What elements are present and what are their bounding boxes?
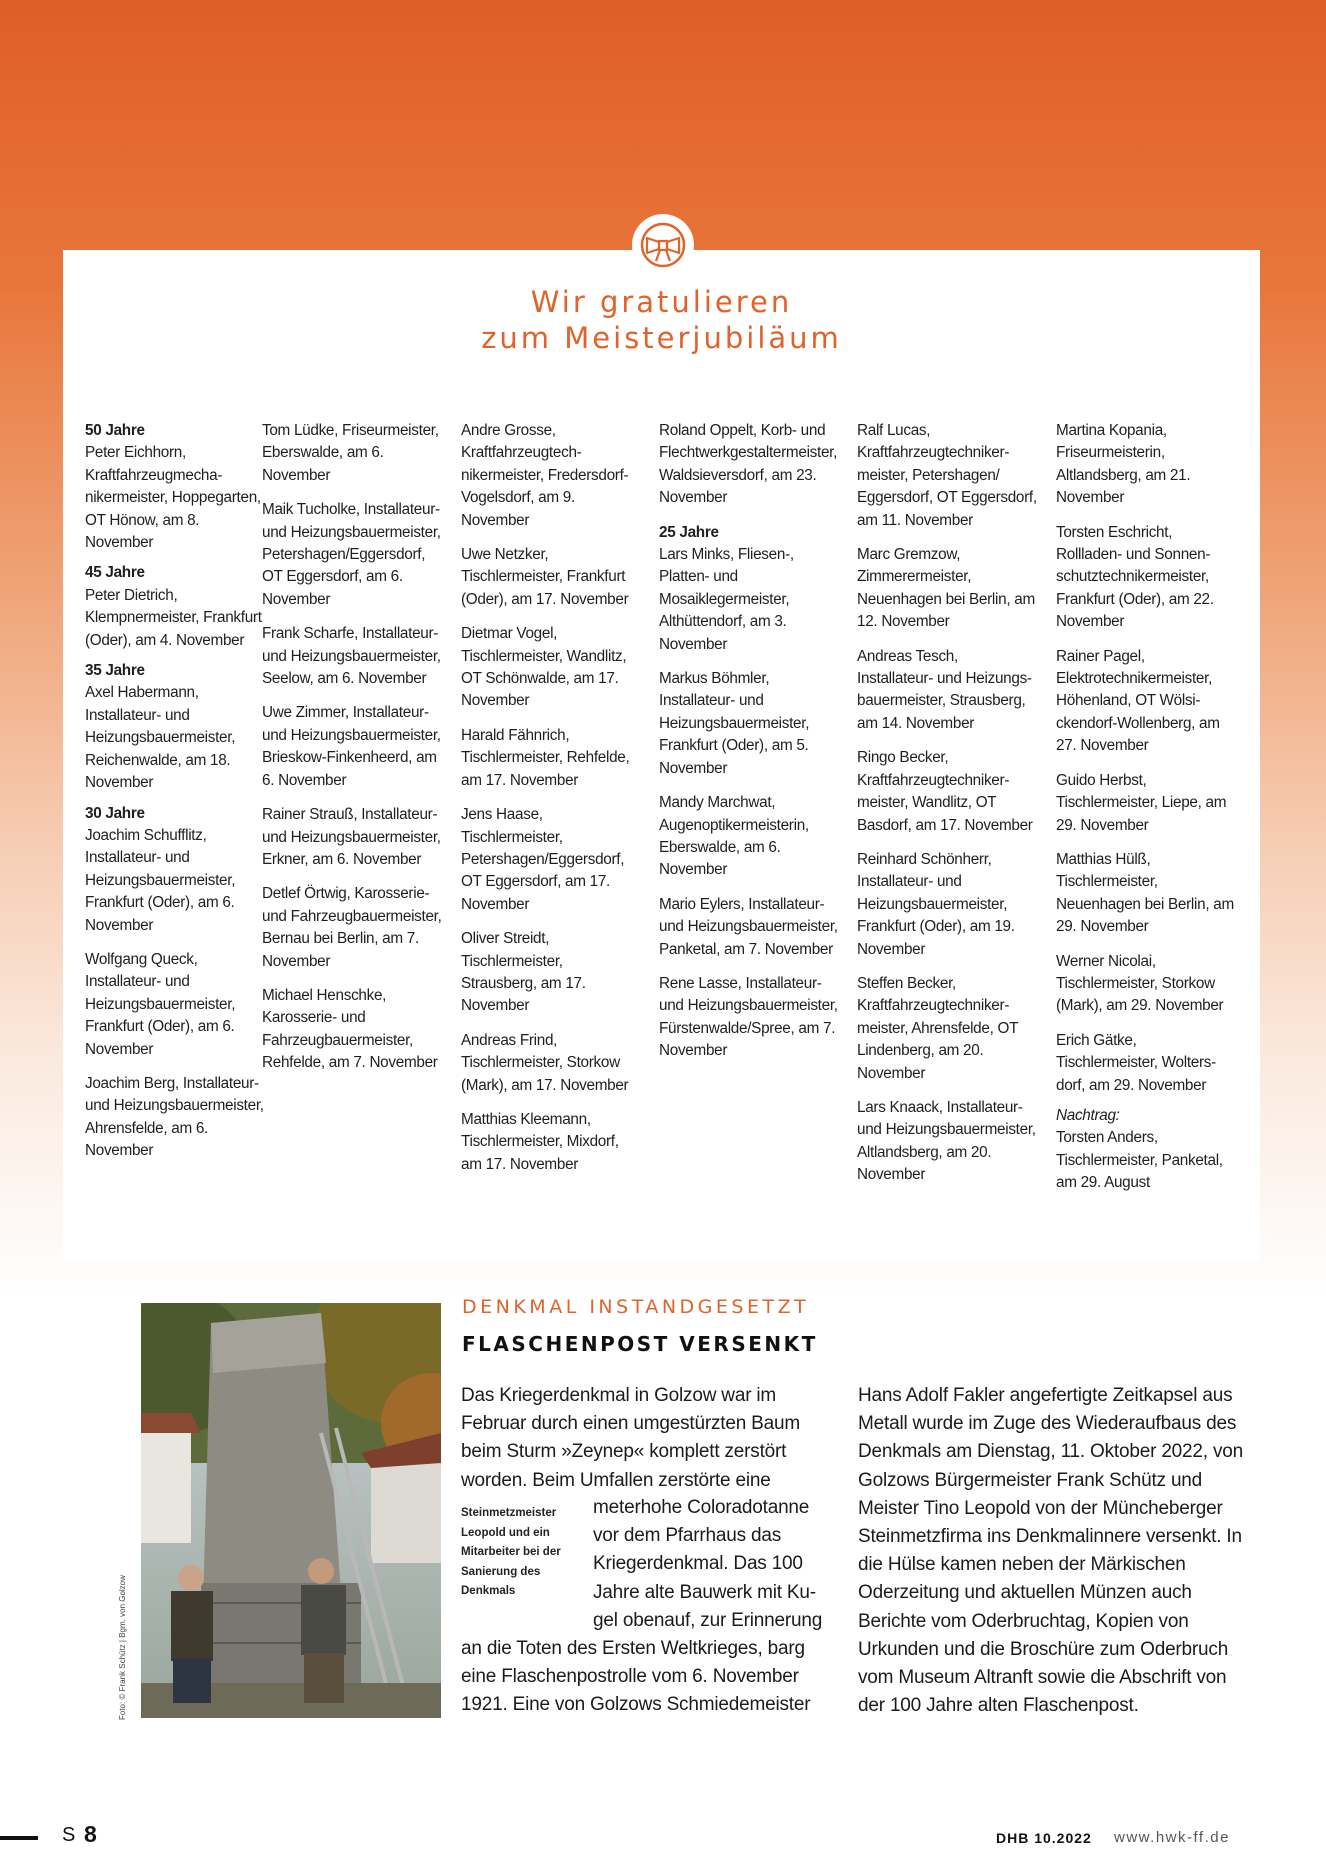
entry-text: Tom Lüdke, Friseurmeister, Eberswalde, am 6. November <box>262 422 439 484</box>
entry-text: Uwe Netzker, Tischlermeister, Frankfurt (Oder), am 17. November <box>461 546 629 608</box>
entry-text: Peter Dietrich, Klempnermeister, Frankfurt (Oder), am 4. November <box>85 586 262 649</box>
list-item <box>85 949 265 1061</box>
list-item <box>85 660 265 794</box>
entry-text: Dietmar Vogel, Tischlermeister, Wandlitz, OT Schönwalde, am 17. November <box>461 625 627 710</box>
list-item <box>659 420 839 510</box>
entry-text: Joachim Berg, Installateur- und Heizungsbauermeister, Ahrensfelde, am 6. November <box>85 1074 264 1160</box>
entry-text: Jens Haase, Tischlermeister, Petershagen/Eggersdorf, OT Eggersdorf, am 17. November <box>461 806 625 913</box>
list-item <box>659 668 839 780</box>
list-item <box>659 792 839 882</box>
entry-text: Lars Knaack, Installateur- und Heizungsbauermeister, Altlandsberg, am 20. November <box>857 1098 1036 1184</box>
year-heading: 30 Jahre <box>85 804 145 822</box>
photo-credit: Foto: © Frank Schütz | Bgm. von Golzow <box>118 1575 127 1720</box>
year-heading: 35 Jahre <box>85 662 145 680</box>
list-item <box>857 849 1037 961</box>
list-item <box>262 804 442 871</box>
page-number: 8 <box>84 1821 97 1847</box>
entry-text: Andre Grosse, Kraftfahrzeugtechnikermeister, Fredersdorf-Vogelsdorf, am 9. November <box>461 422 629 529</box>
title-line-2: zum Meisterjubiläum <box>481 321 842 355</box>
list-item <box>461 1030 641 1097</box>
entry-text: Michael Henschke, Karosserie- und Fahrzeugbauermeister, Rehfelde, am 7. November <box>262 986 438 1072</box>
entry-text: Martina Kopania, Friseurmeisterin, Altlandsberg, am 21. November <box>1056 422 1191 507</box>
list-item <box>857 420 1037 532</box>
entry-text: Andreas Frind, Tischlermeister, Storkow (Mark), am 17. November <box>461 1031 629 1094</box>
list-item <box>1056 849 1236 939</box>
article-text-col1-bottom: an die Toten des Ersten Weltkrieges, barg eine Flaschenpostrolle vom 6. November 1921. Eine von Golzows Schmiedemeister <box>461 1638 811 1716</box>
entry-text: Andreas Tesch, Installateur- und Heizungsbauermeister, Strausberg, am 14. November <box>857 647 1033 732</box>
photo-caption: Steinmetzmeister Leopold und ein Mitarbeiter bei der Sanierung des Denkmals <box>461 1507 561 1597</box>
entry-text: Frank Scharfe, Installateur- und Heizungsbauermeister, Seelow, am 6. November <box>262 625 441 688</box>
jubilee-column-4 <box>659 420 839 1075</box>
list-item <box>461 420 641 532</box>
list-item <box>1056 646 1236 758</box>
entry-text: Rainer Strauß, Installateur- und Heizungsbauermeister, Erkner, am 6. November <box>262 806 441 868</box>
list-item <box>461 1109 641 1176</box>
entry-text: Ralf Lucas, Kraftfahrzeugtechnikermeister, Petershagen/ Eggersdorf, OT Eggersdorf, am 11. November <box>857 422 1037 529</box>
entry-text: Maik Tucholke, Installateur- und Heizungsbauermeister, Petershagen/Eggersdorf, OT Eggersdorf, am 6. November <box>262 501 441 608</box>
list-item <box>461 623 641 713</box>
entry-text: Axel Habermann, Installateur- und Heizungsbauermeister, Reichenwalde, am 18. November <box>85 684 236 792</box>
list-item <box>857 1097 1037 1187</box>
list-item <box>262 883 442 973</box>
entry-text: Werner Nicolai, Tischlermeister, Storkow (Mark), am 29. November <box>1056 952 1224 1015</box>
entry-text: Matthias Kleemann, Tischlermeister, Mixdorf, am 17. November <box>461 1110 619 1173</box>
entry-text: Reinhard Schönherr, Installateur- und Heizungsbauermeister, Frankfurt (Oder), am 19. November <box>857 850 1015 958</box>
list-item <box>262 623 442 690</box>
entry-text: Guido Herbst, Tischlermeister, Liepe, am 29. November <box>1056 771 1227 834</box>
list-item <box>1056 522 1236 634</box>
list-item <box>85 803 265 937</box>
entry-text: Matthias Hülß, Tischlermeister, Neuenhagen bei Berlin, am 29. November <box>1056 850 1234 936</box>
entry-text: Oliver Streidt, Tischlermeister, Strausberg, am 17. November <box>461 930 586 1015</box>
page-title <box>63 284 1260 356</box>
list-item <box>857 544 1037 634</box>
entry-text: Wolfgang Queck, Installateur- und Heizungsbauermeister, Frankfurt (Oder), am 6. November <box>85 950 236 1058</box>
list-item <box>461 928 641 1018</box>
jubilee-column-5 <box>857 420 1037 1199</box>
list-item <box>85 562 265 652</box>
list-item <box>857 747 1037 837</box>
list-item <box>1056 1105 1236 1195</box>
entry-text: Roland Oppelt, Korb- und Flechtwerkgestaltermeister, Waldsieversdorf, am 23. November <box>659 422 838 507</box>
entry-text: Joachim Schufflitz, Installateur- und Heizungsbauermeister, Frankfurt (Oder), am 6. November <box>85 826 236 934</box>
list-item <box>461 725 641 792</box>
list-item <box>461 544 641 611</box>
article-kicker: DENKMAL INSTANDGESETZT <box>462 1296 810 1318</box>
list-item <box>262 702 442 792</box>
monument-photo <box>141 1303 441 1718</box>
list-item <box>659 973 839 1063</box>
list-item <box>857 973 1037 1085</box>
list-item <box>85 1073 265 1163</box>
title-line-1: Wir gratulieren <box>530 285 793 319</box>
list-item <box>262 985 442 1075</box>
entry-text: Lars Minks, Fliesen-, Platten- und Mosaiklegermeister, Althüttendorf, am 3. November <box>659 546 794 653</box>
list-item <box>1056 420 1236 510</box>
year-heading: 25 Jahre <box>659 523 719 541</box>
year-heading: 45 Jahre <box>85 564 145 582</box>
badge <box>632 214 694 276</box>
footer-rule <box>0 1836 38 1840</box>
jubilee-column-3 <box>461 420 641 1188</box>
entry-text: Torsten Eschricht, Rollladen- und Sonnenschutztechnikermeister, Frankfurt (Oder), am 22. November <box>1056 523 1214 631</box>
addendum-label: Nachtrag: <box>1056 1106 1120 1124</box>
entry-text: Steffen Becker, Kraftfahrzeugtechnikermeister, Ahrensfelde, OT Lindenberg, am 20. November <box>857 974 1018 1082</box>
list-item <box>857 646 1037 736</box>
entry-text: Marc Gremzow, Zimmerermeister, Neuenhagen bei Berlin, am 12. November <box>857 546 1035 631</box>
year-heading: 50 Jahre <box>85 422 145 439</box>
entry-text: Rainer Pagel, Elektrotechnikermeister, Höhenland, OT Wölsickendorf-Wollenberg, am 27. November <box>1056 647 1220 755</box>
issue-label: DHB 10.2022 <box>996 1830 1092 1846</box>
entry-text: Torsten Anders, Tischlermeister, Panketal, am 29. August <box>1056 1129 1223 1192</box>
list-item <box>1056 770 1236 837</box>
list-item <box>461 804 641 916</box>
entry-text: Mario Eylers, Installateur- und Heizungsbauermeister, Panketal, am 7. November <box>659 895 838 958</box>
entry-text: Mandy Marchwat, Augenoptikermeisterin, Eberswalde, am 6. November <box>659 794 809 879</box>
entry-text: Erich Gätke, Tischlermeister, Woltersdorf, am 29. November <box>1056 1031 1217 1094</box>
list-item <box>85 420 265 554</box>
entry-text: Peter Eichhorn, Kraftfahrzeugmechanikermeister, Hoppegarten, OT Hönow, am 8. November <box>85 444 261 552</box>
entry-text: Markus Böhmler, Installateur- und Heizungsbauermeister, Frankfurt (Oder), am 5. November <box>659 670 810 777</box>
jubilee-column-1 <box>85 420 265 1175</box>
list-item <box>659 894 839 961</box>
monument-photo-illustration <box>141 1303 441 1718</box>
list-item <box>262 420 442 487</box>
jubilee-column-2 <box>262 420 442 1087</box>
entry-text: Rene Lasse, Installateur- und Heizungsbauermeister, Fürstenwalde/Spree, am 7. November <box>659 974 838 1060</box>
website-url[interactable]: www.hwk-ff.de <box>1114 1829 1230 1846</box>
entry-text: Ringo Becker, Kraftfahrzeugtechnikermeister, Wandlitz, OT Basdorf, am 17. November <box>857 749 1033 834</box>
list-item <box>1056 951 1236 1018</box>
entry-text: Uwe Zimmer, Installateur- und Heizungsbauermeister, Brieskow-Finkenheerd, am 6. November <box>262 704 441 789</box>
list-item <box>659 522 839 656</box>
article-text-col2: Hans Adolf Fakler angefertigte Zeitkapsel aus Metall wurde im Zuge des Wiederaufbaus des Denkmals am Dienstag, 11. Oktober 2022, von Golzows Bürgermeister Frank Schütz und Meister Tino Leopold von der Müncheberger Steinmetzfirma ins Denkmalinnere versenkt. In die Hülse kamen neben der Märkischen Oderzeitung und aktuellen Münzen auch Berichte vom Oderbruchtag, Kopien von Urkunden und die Broschüre zum Oderbruch vom Museum Altranft sowie die Abschrift von der 100 Jahre alten Flaschenpost. <box>858 1385 1243 1717</box>
list-item <box>1056 1030 1236 1097</box>
jubilee-column-6 <box>1056 420 1236 1207</box>
article-text-col1-mid: meterhohe Coloradotanne vor dem Pfarrhaus das Kriegerdenkmal. Das 100 Jahre alte Bauwerk mit Kugel obenauf, zur Erinnerung <box>593 1497 823 1631</box>
list-item <box>262 499 442 611</box>
entry-text: Detlef Örtwig, Karosserie- und Fahrzeugbauermeister, Bernau bei Berlin, am 7. November <box>262 885 442 970</box>
article-headline: FLASCHENPOST VERSENKT <box>462 1332 818 1356</box>
entry-text: Harald Fähnrich, Tischlermeister, Rehfelde, am 17. November <box>461 726 630 789</box>
ribbon-bow-icon <box>639 221 687 269</box>
page-prefix: S <box>62 1824 76 1846</box>
article-text-col1-top: Das Kriegerdenkmal in Golzow war im Februar durch einen umgestürzten Baum beim Sturm »Zeynep« komplett zerstört worden. Beim Umfallen zerstörte eine <box>461 1385 801 1491</box>
